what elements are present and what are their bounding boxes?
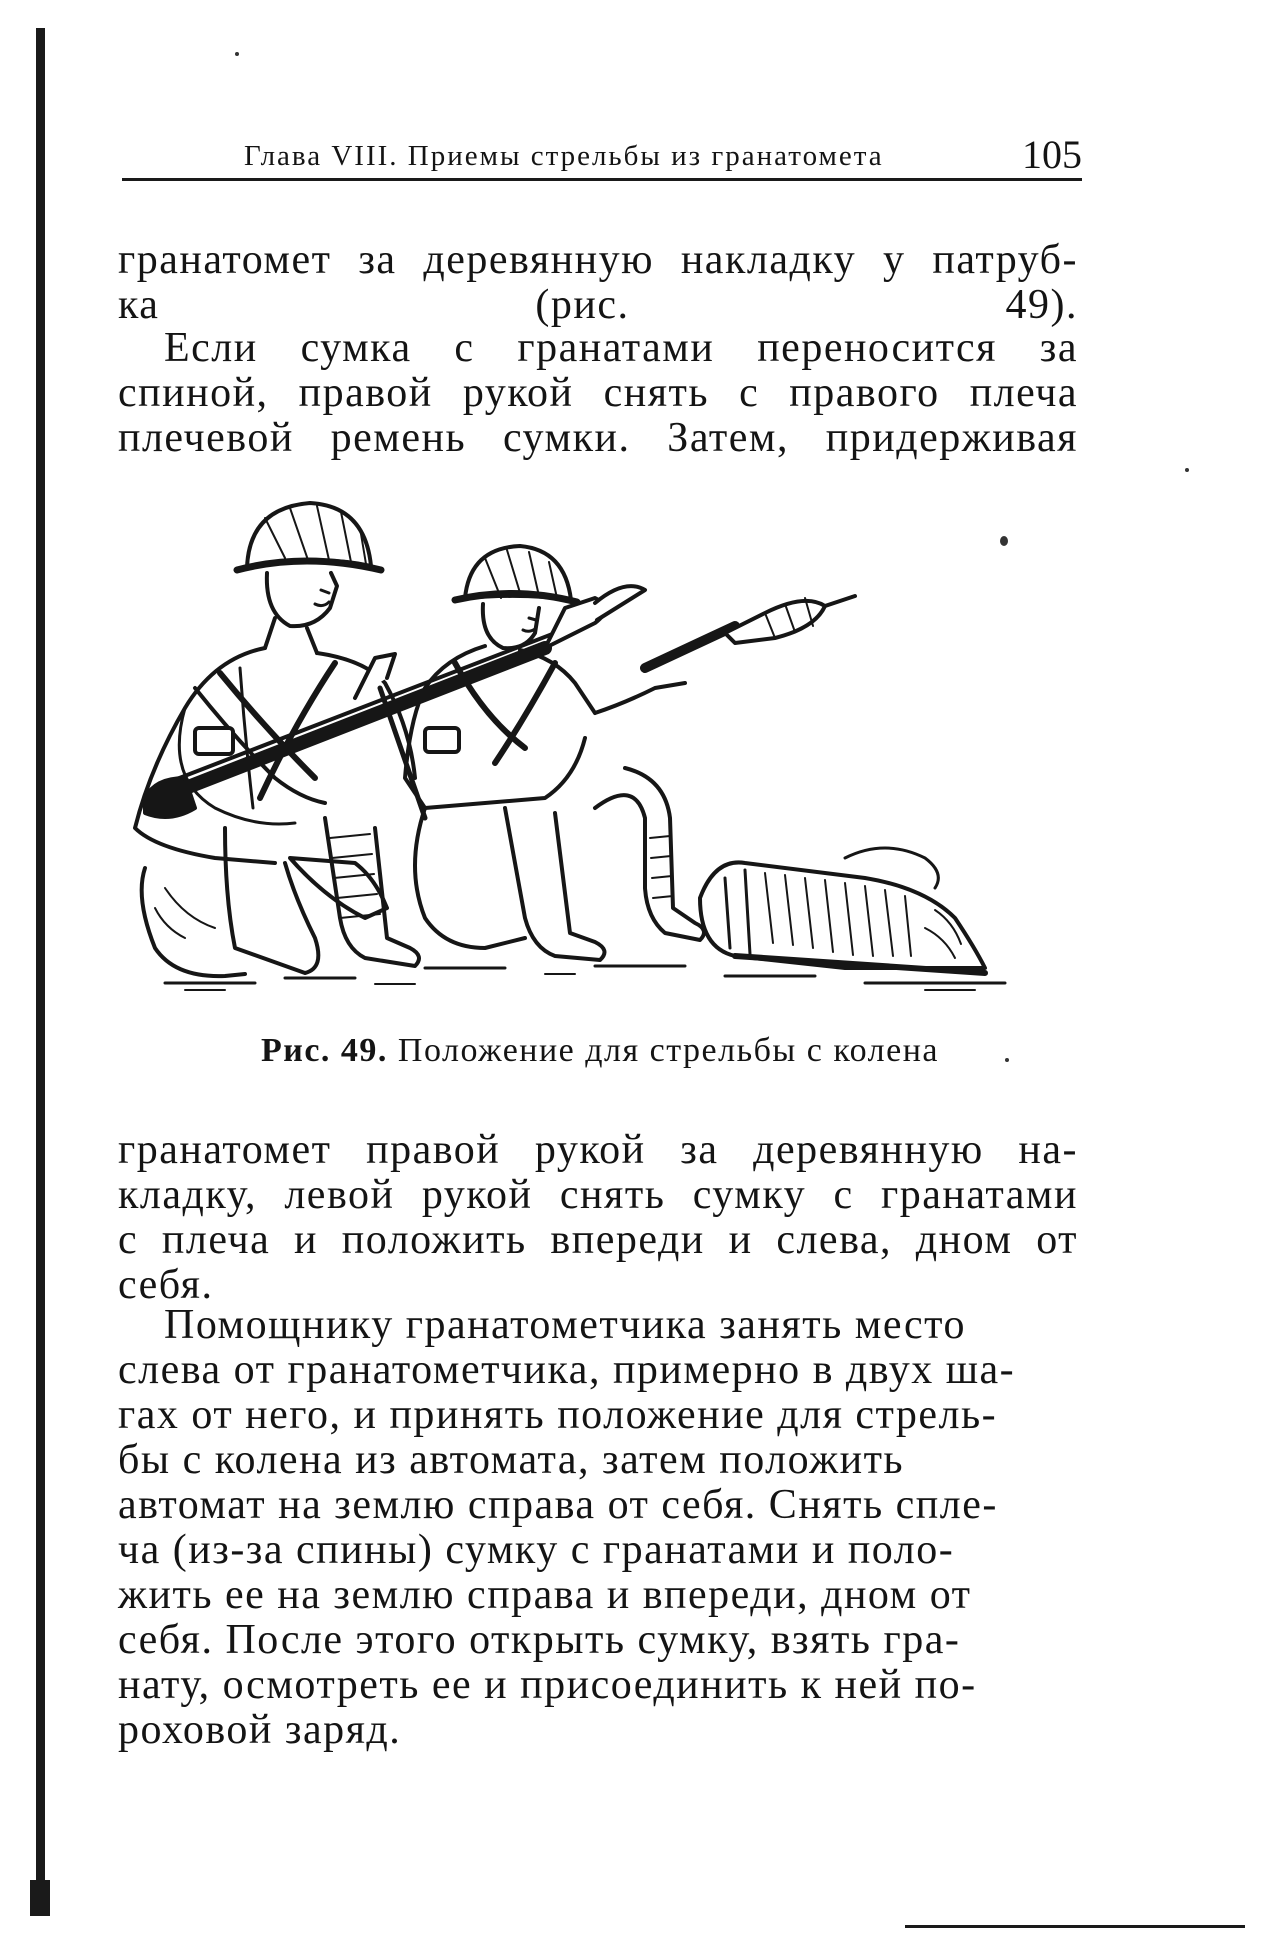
two-kneeling-soldiers-illustration <box>125 478 1065 998</box>
paragraph-3 <box>118 1128 1078 1308</box>
text-line: Помощнику гранатометчика занять место <box>164 1302 966 1348</box>
text-line: себя. После этого открыть сумку, взять гра- <box>118 1617 961 1663</box>
figure-caption-text: Положение для стрельбы с колена <box>397 1032 940 1069</box>
grenade-bag-on-ground <box>700 848 985 973</box>
figure-caption <box>100 1032 1100 1070</box>
paragraph-1 <box>118 238 1078 328</box>
book-spine-foot <box>30 1880 50 1916</box>
scan-speck <box>235 52 239 56</box>
text-line: ка (рис. 49). <box>118 282 1078 328</box>
paragraph-4 <box>118 1303 1078 1753</box>
text-line: с плеча и положить впереди и слева, дном от <box>118 1217 1078 1263</box>
text-line: гах от него, и принять положение для стрель- <box>118 1392 998 1438</box>
text-line: плечевой ремень сумки. Затем, придерживая <box>118 415 1078 461</box>
text-line: гранатомет за деревянную накладку у патруб- <box>118 237 1078 283</box>
text-line: слева от гранатометчика, примерно в двух ша- <box>118 1347 1016 1393</box>
scan-speck <box>1185 468 1189 472</box>
book-spine-shadow <box>36 28 45 1916</box>
text-line: себя. <box>118 1262 214 1308</box>
text-line: бы с колена из автомата, затем положить <box>118 1437 905 1483</box>
text-line: гранатомет правой рукой за деревянную на- <box>118 1127 1078 1173</box>
text-line: роховой заряд. <box>118 1707 402 1753</box>
figure-label: Рис. 49. <box>260 1032 388 1069</box>
text-line: спиной, правой рукой снять с правого плеча <box>118 370 1078 416</box>
text-line: жить ее на землю справа и впереди, дном от <box>118 1572 972 1618</box>
page-number: 105 <box>1022 132 1082 177</box>
scan-speck <box>1005 1058 1009 1062</box>
text-line: автомат на землю справа от себя. Снять спле- <box>118 1482 998 1528</box>
bottom-scan-edge <box>905 1925 1245 1928</box>
text-line: ча (из-за спины) сумку с гранатами и поло- <box>118 1527 955 1573</box>
text-line: кладку, левой рукой снять сумку с гранатами <box>118 1172 1078 1218</box>
paragraph-2 <box>118 326 1078 461</box>
text-line: нату, осмотреть ее и присоединить к ней по- <box>118 1662 977 1708</box>
running-title: Глава VIII. Приемы стрельбы из гранатомета <box>244 140 884 172</box>
scan-speck <box>1000 536 1008 546</box>
running-header <box>122 128 1082 181</box>
grenade-launcher <box>145 586 645 818</box>
text-line: Если сумка с гранатами переносится за <box>164 325 1078 371</box>
